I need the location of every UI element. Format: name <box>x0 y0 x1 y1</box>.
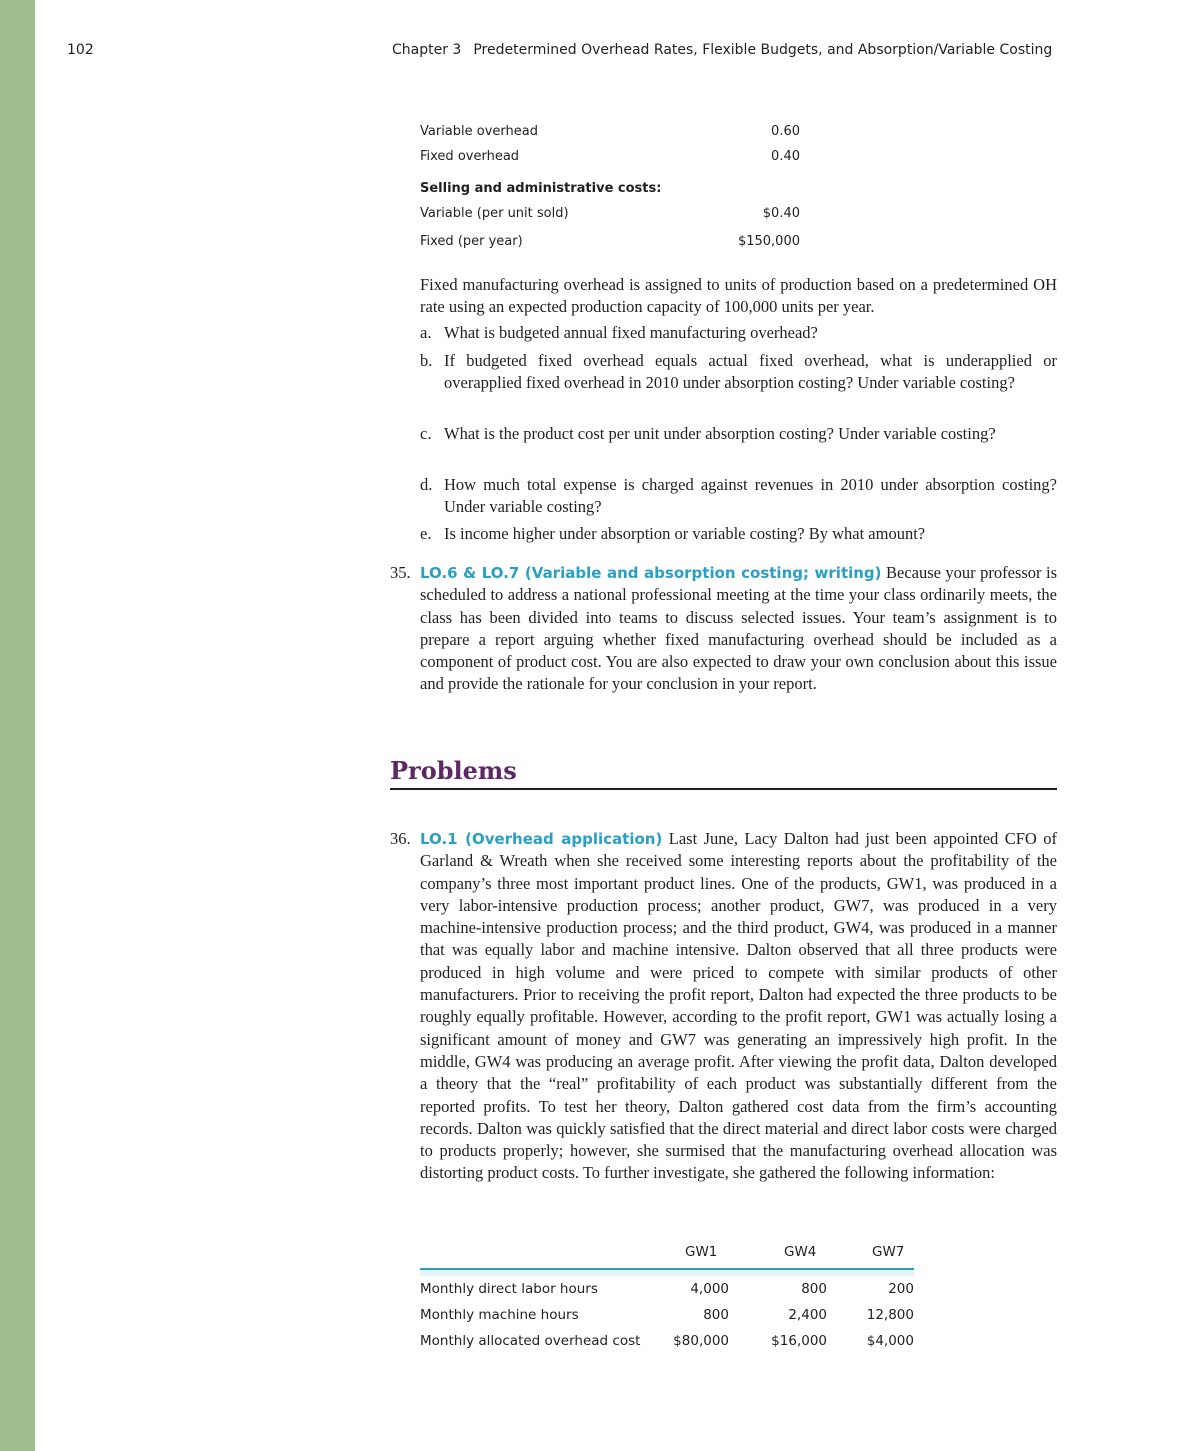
page-number: 102 <box>67 42 94 58</box>
column-header: GW4 <box>784 1244 817 1260</box>
problem-number: 35. <box>390 563 411 582</box>
row-label: Monthly machine hours <box>420 1307 579 1323</box>
table-row <box>420 1307 914 1327</box>
row-label: Monthly allocated overhead cost <box>420 1333 641 1349</box>
table-cell: $4,000 <box>866 1333 914 1349</box>
cost-row <box>420 234 800 252</box>
problem-number: 36. <box>390 829 411 848</box>
column-header: GW7 <box>872 1244 905 1260</box>
cost-value: $150,000 <box>737 234 800 249</box>
table-cell: 800 <box>703 1307 729 1323</box>
cost-row <box>420 149 800 167</box>
running-header <box>392 42 1052 58</box>
cost-subheading: Selling and administrative costs: <box>420 181 662 196</box>
chapter-title: Predetermined Overhead Rates, Flexible Budgets, and Absorption/Variable Costing <box>473 42 1053 58</box>
question-text: Is income higher under absorption or variable costing? By what amount? <box>444 524 926 543</box>
question-text: What is budgeted annual fixed manufacturing overhead? <box>444 323 818 342</box>
table-cell: 4,000 <box>690 1281 729 1297</box>
page-margin-bar <box>0 0 35 1451</box>
learning-objective: LO.6 & LO.7 (Variable and absorption costing; writing) <box>420 564 882 582</box>
question-e <box>420 523 1057 545</box>
row-label: Monthly direct labor hours <box>420 1281 598 1297</box>
section-divider <box>390 788 1057 790</box>
cost-label: Fixed (per year) <box>420 234 523 249</box>
cost-label: Variable (per unit sold) <box>420 206 569 221</box>
table-cell: 12,800 <box>866 1307 914 1323</box>
cost-subheading-row <box>420 181 800 199</box>
column-header: GW1 <box>685 1244 718 1260</box>
question-text: What is the product cost per unit under absorption costing? Under variable costing? <box>444 424 996 443</box>
table-cell: 800 <box>801 1281 827 1297</box>
cost-value: $0.40 <box>762 206 800 221</box>
question-text: If budgeted fixed overhead equals actual fixed overhead, what is underapplied or overapplied fixed overhead in 2010 under absorption costing? Under variable costing? <box>444 351 1057 393</box>
problem-text: Last June, Lacy Dalton had just been appointed CFO of Garland & Wreath when she received some interesting reports about the profitability of the company’s three most important product lines. One of the products, GW1, was produced in a very labor-intensive production process; another product, GW7, was produced in a very machine-intensive production process; and the third product, GW4, was produced in a manner that was equally labor and machine intensive. Dalton observed that all three products were produced in high volume and were priced to compete with similar products of other manufacturers. Prior to receiving the profit report, Dalton had expected the three products to be roughly equally profitable. However, according to the profit report, GW1 was actually losing a significant amount of money and GW7 was generating an impressively high profit. In the middle, GW4 was producing an average profit. After viewing the profit data, Dalton developed a theory that the “real” profitability of each product was substantially different from the reported profits. To test her theory, Dalton gathered cost data from the firm’s accounting records. Dalton was quickly satisfied that the direct material and direct labor costs were charged to products properly; however, she surmised that the manufacturing overhead allocation was distorting product costs. To further investigate, she gathered the following information: <box>420 829 1057 1183</box>
question-marker: c. <box>420 424 432 443</box>
question-b <box>420 350 1057 395</box>
table-header-shade <box>420 1270 914 1276</box>
question-text: How much total expense is charged against revenues in 2010 under absorption costing? Under variable costing? <box>444 475 1057 517</box>
question-marker: e. <box>420 524 432 543</box>
cost-row <box>420 124 800 142</box>
question-d <box>420 474 1057 519</box>
cost-label: Variable overhead <box>420 124 538 139</box>
table-cell: 2,400 <box>788 1307 827 1323</box>
question-c <box>420 423 1057 445</box>
intro-paragraph: Fixed manufacturing overhead is assigned to units of production based on a predetermined OH rate using an expected production capacity of 100,000 units per year. <box>420 275 1057 317</box>
problem-36 <box>390 828 1057 1185</box>
learning-objective: LO.1 (Overhead application) <box>420 830 663 848</box>
cost-value: 0.40 <box>771 149 800 164</box>
question-marker: a. <box>420 323 432 342</box>
table-row <box>420 1281 914 1301</box>
cost-row <box>420 206 800 224</box>
question-marker: b. <box>420 351 433 370</box>
cost-value: 0.60 <box>771 124 800 139</box>
question-a <box>420 322 1057 344</box>
table-cell: $16,000 <box>771 1333 827 1349</box>
table-row <box>420 1333 914 1353</box>
chapter-label: Chapter 3 <box>392 42 462 58</box>
table-cell: 200 <box>888 1281 914 1297</box>
section-title: Problems <box>390 756 517 785</box>
question-marker: d. <box>420 475 433 494</box>
cost-label: Fixed overhead <box>420 149 520 164</box>
problem-35 <box>390 562 1058 696</box>
problem-text: Because your professor is scheduled to address a national professional meeting at the time your class ordinarily meets, the class has been divided into teams to discuss selected issues. Your team’s assignment is to prepare a report arguing whether fixed manufacturing overhead should be included as a component of product cost. You are also expected to draw your own conclusion about this issue and provide the rationale for your conclusion in your report. <box>420 563 1058 694</box>
table-cell: $80,000 <box>673 1333 729 1349</box>
